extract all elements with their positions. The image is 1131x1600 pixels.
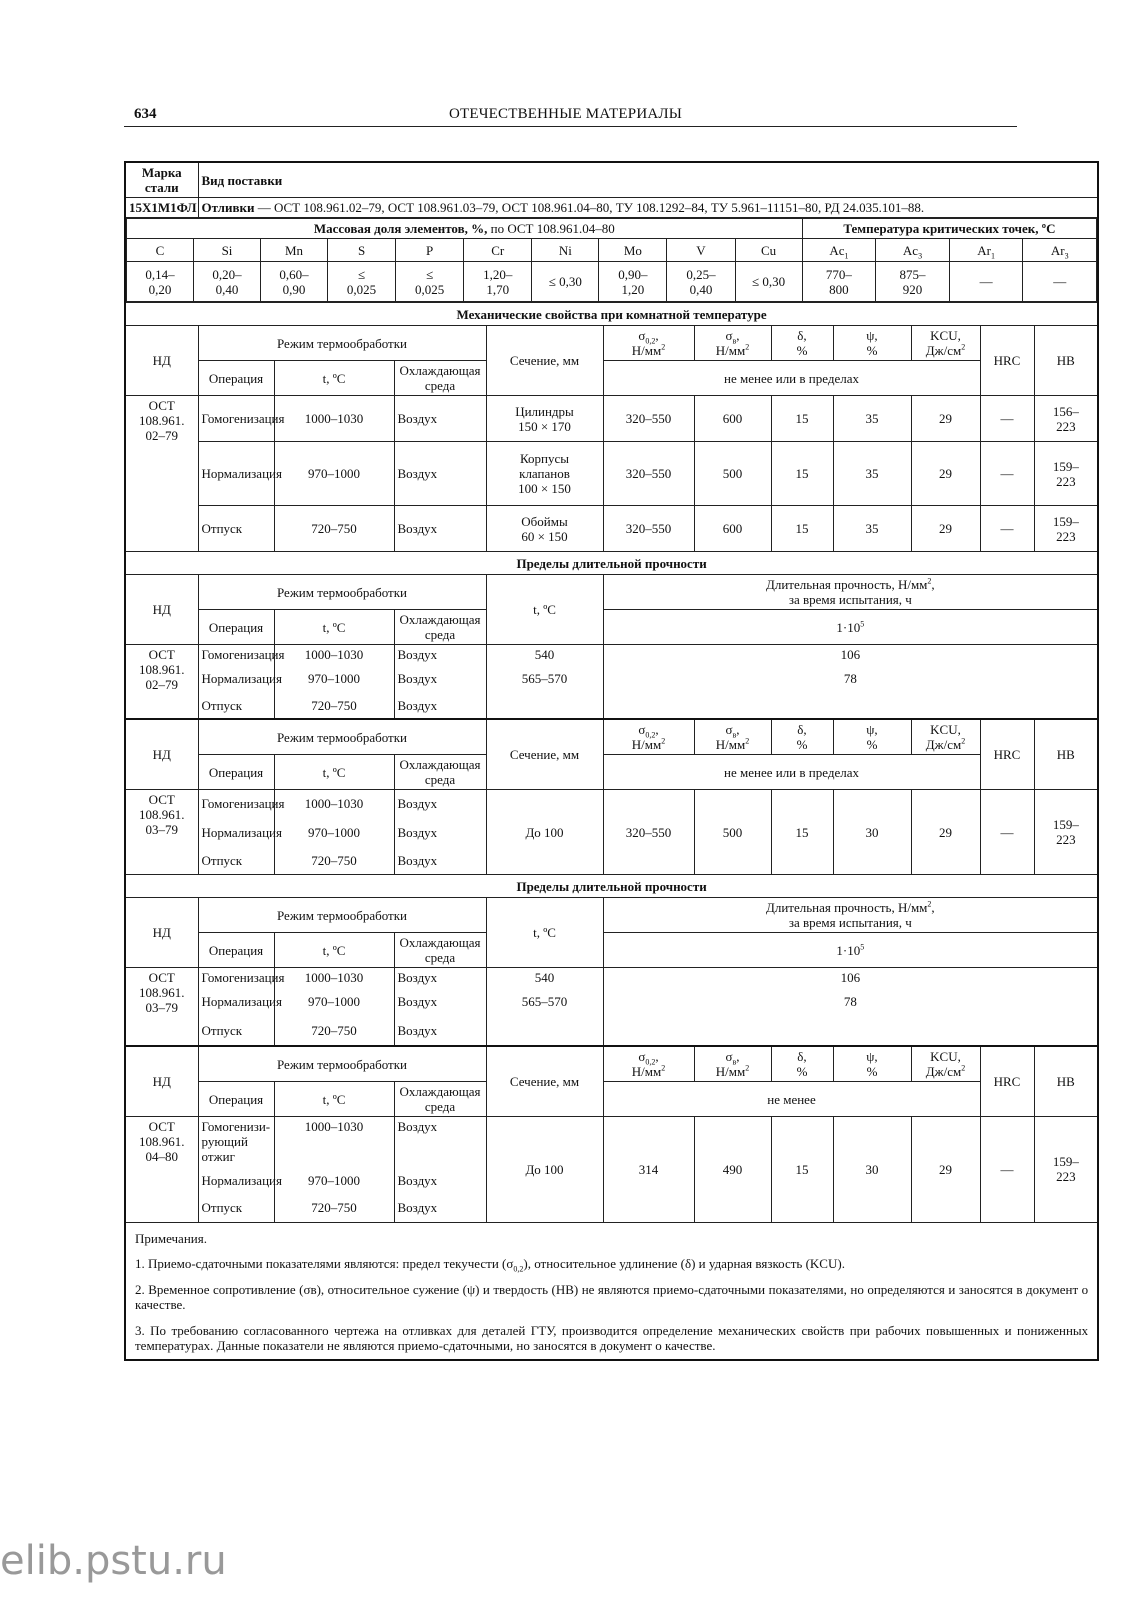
sb-cell: 500 [694, 790, 771, 875]
op-header: Операция [198, 1082, 274, 1117]
s02-header: $\sigma_{0,2}$, $Н/мм^2$ [603, 326, 694, 361]
lt-title: Длительная прочность, $Н/мм^2$, за время испытания, ч [603, 575, 1098, 610]
value-mn: 0,60– 0,90 [261, 262, 328, 302]
hrc-header: HRC [980, 326, 1034, 396]
hb-cell: 159– 223 [1034, 506, 1098, 552]
cool-cell: Воздух [394, 396, 486, 442]
lt-value-cell [603, 1016, 1098, 1046]
running-title: ОТЕЧЕСТВЕННЫЕ МАТЕРИАЛЫ [448, 106, 683, 122]
op-header: Операция [198, 361, 274, 396]
delta-cell: 15 [771, 1117, 833, 1223]
value-cr: 1,20– 1,70 [464, 262, 532, 302]
t-cell: 970–1000 [274, 1166, 394, 1194]
value-cu: ≤ 0,30 [735, 262, 802, 302]
cool-cell: Воздух [394, 818, 486, 847]
lt-value-cell: 78 [603, 664, 1098, 693]
section-cell: Обоймы 60 × 150 [486, 506, 603, 552]
sb-cell: 600 [694, 396, 771, 442]
cool-cell: Воздух [394, 1117, 486, 1167]
t-cell: 1000–1030 [274, 645, 394, 665]
t-cell: 720–750 [274, 693, 394, 719]
hb-header: НВ [1034, 326, 1098, 396]
value-v: 0,25– 0,40 [667, 262, 735, 302]
hrc-cell: — [980, 1117, 1034, 1223]
element-ni: Ni [532, 239, 599, 262]
lt-time: $1\cdot 10^5$ [603, 933, 1098, 968]
lt-temp-cell: 565–570 [486, 987, 603, 1016]
min-range-label: не менее или в пределах [603, 755, 980, 790]
t-header: t, ºС [274, 610, 394, 645]
t-cell: 1000–1030 [274, 968, 394, 988]
op-cell: Отпуск [198, 693, 274, 719]
element-p: P [396, 239, 464, 262]
sb-header: $\sigma_в$, $Н/мм^2$ [694, 719, 771, 755]
nd-header: НД [125, 719, 198, 790]
psi-cell: 35 [833, 396, 911, 442]
kcu-cell: 29 [911, 396, 980, 442]
hrc-cell: — [980, 442, 1034, 506]
cool-cell: Воздух [394, 645, 486, 665]
sb-header: $\sigma_в$, $Н/мм^2$ [694, 1046, 771, 1082]
t-cell: 1000–1030 [274, 790, 394, 818]
value-ac1: 770– 800 [802, 262, 876, 302]
section-cell: До 100 [486, 790, 603, 875]
cool-header: Охлаждающая среда [394, 361, 486, 396]
lt-temp-cell [486, 1016, 603, 1046]
op-cell: Нормализация [198, 818, 274, 847]
element-cr: Cr [464, 239, 532, 262]
delta-cell: 15 [771, 506, 833, 552]
nd-value: ОСТ 108.961. 04–80 [125, 1117, 198, 1223]
nd-value: ОСТ 108.961. 02–79 [125, 645, 198, 720]
value-ni: ≤ 0,30 [532, 262, 599, 302]
t-header: t, ºС [274, 361, 394, 396]
s02-header: $\sigma_{0,2}$, $Н/мм^2$ [603, 719, 694, 755]
sb-cell: 500 [694, 442, 771, 506]
crit-title: Температура критических точек, ºС [802, 219, 1097, 239]
hb-header: НВ [1034, 719, 1098, 790]
t-cell: 970–1000 [274, 818, 394, 847]
element-mn: Mn [261, 239, 328, 262]
t-cell: 720–750 [274, 1194, 394, 1222]
value-c: 0,14– 0,20 [127, 262, 194, 302]
t-cell: 1000–1030 [274, 396, 394, 442]
kcu-cell: 29 [911, 506, 980, 552]
nd-header: НД [125, 575, 198, 645]
t-cell: 720–750 [274, 1016, 394, 1046]
kcu-header: KCU, $Дж/см^2$ [911, 326, 980, 361]
section-cell: Цилиндры 150 × 170 [486, 396, 603, 442]
t-header: t, ºС [274, 1082, 394, 1117]
crit-ar1: $Ar_1$ [949, 239, 1023, 262]
cool-cell: Воздух [394, 1166, 486, 1194]
sb-cell: 600 [694, 506, 771, 552]
op-cell: Отпуск [198, 506, 274, 552]
cool-cell: Воздух [394, 847, 486, 875]
nd-value: ОСТ 108.961. 03–79 [125, 968, 198, 1047]
mode-header: Режим термообработки [198, 326, 486, 361]
element-si: Si [194, 239, 261, 262]
nd-header: НД [125, 326, 198, 396]
cool-cell: Воздух [394, 664, 486, 693]
kcu-header: KCU, $Дж/см^2$ [911, 1046, 980, 1082]
lt-value-cell: 106 [603, 968, 1098, 988]
op-header: Операция [198, 755, 274, 790]
cool-cell: Воздух [394, 1194, 486, 1222]
op-cell: Гомогенизация [198, 396, 274, 442]
cool-cell: Воздух [394, 987, 486, 1016]
cool-header: Охлаждающая среда [394, 610, 486, 645]
s02-cell: 320–550 [603, 396, 694, 442]
cool-header: Охлаждающая среда [394, 933, 486, 968]
psi-header: ψ, % [833, 719, 911, 755]
hb-cell: 156– 223 [1034, 396, 1098, 442]
lt-temp-cell: 565–570 [486, 664, 603, 693]
lt-section-title: Пределы длительной прочности [125, 875, 1098, 898]
notes-title: Примечания. [125, 1222, 1098, 1248]
hrc-header: HRC [980, 1046, 1034, 1117]
delta-header: δ, % [771, 326, 833, 361]
nd-header: НД [125, 1046, 198, 1117]
nd-header: НД [125, 898, 198, 968]
op-cell: Отпуск [198, 1016, 274, 1046]
datasheet-table [124, 161, 1099, 1361]
op-cell: Гомогенизация [198, 968, 274, 988]
cool-cell: Воздух [394, 442, 486, 506]
psi-header: ψ, % [833, 326, 911, 361]
lt-time: $1\cdot 10^5$ [603, 610, 1098, 645]
delta-header: δ, % [771, 719, 833, 755]
grade-value: 15Х1М1ФЛ [125, 198, 198, 218]
cool-cell: Воздух [394, 1016, 486, 1046]
hrc-header: HRC [980, 719, 1034, 790]
op-cell: Гомогенизи- рующий отжиг [198, 1117, 274, 1167]
crit-ar3: $Ar_3$ [1023, 239, 1097, 262]
hb-header: НВ [1034, 1046, 1098, 1117]
op-cell: Нормализация [198, 664, 274, 693]
t-header: t, ºС [274, 755, 394, 790]
hrc-cell: — [980, 396, 1034, 442]
t-cell: 970–1000 [274, 664, 394, 693]
psi-cell: 35 [833, 442, 911, 506]
value-mo: 0,90– 1,20 [599, 262, 667, 302]
lt-value-cell: 106 [603, 645, 1098, 665]
lt-section-title: Пределы длительной прочности [125, 552, 1098, 575]
psi-cell: 30 [833, 790, 911, 875]
kcu-header: KCU, $Дж/см^2$ [911, 719, 980, 755]
value-p: ≤ 0,025 [396, 262, 464, 302]
s02-cell: 320–550 [603, 790, 694, 875]
psi-cell: 30 [833, 1117, 911, 1223]
s02-cell: 314 [603, 1117, 694, 1223]
op-cell: Нормализация [198, 442, 274, 506]
delta-cell: 15 [771, 442, 833, 506]
delta-cell: 15 [771, 790, 833, 875]
psi-header: ψ, % [833, 1046, 911, 1082]
cool-header: Охлаждающая среда [394, 1082, 486, 1117]
op-cell: Нормализация [198, 987, 274, 1016]
hrc-cell: — [980, 790, 1034, 875]
chem-title: Массовая доля элементов, %, по ОСТ 108.961.04–80 [127, 219, 803, 239]
mode-header: Режим термообработки [198, 719, 486, 755]
lt-value-cell: 78 [603, 987, 1098, 1016]
value-ar3: — [1023, 262, 1097, 302]
hb-cell: 159– 223 [1034, 442, 1098, 506]
cool-cell: Воздух [394, 693, 486, 719]
t-cell: 1000–1030 [274, 1117, 394, 1167]
op-cell: Гомогенизация [198, 645, 274, 665]
op-cell: Нормализация [198, 1166, 274, 1194]
section-cell: Корпусы клапанов 100 × 150 [486, 442, 603, 506]
t-cell: 970–1000 [274, 442, 394, 506]
cool-header: Охлаждающая среда [394, 755, 486, 790]
cool-cell: Воздух [394, 506, 486, 552]
cool-cell: Воздух [394, 790, 486, 818]
section-header: Сечение, мм [486, 1046, 603, 1117]
op-cell: Отпуск [198, 1194, 274, 1222]
hrc-cell: — [980, 506, 1034, 552]
cool-cell: Воздух [394, 968, 486, 988]
element-mo: Mo [599, 239, 667, 262]
sb-header: $\sigma_в$, $Н/мм^2$ [694, 326, 771, 361]
t-header: t, ºС [274, 933, 394, 968]
section-header: Сечение, мм [486, 719, 603, 790]
nd-value: ОСТ 108.961. 03–79 [125, 790, 198, 875]
hb-cell: 159– 223 [1034, 790, 1098, 875]
value-ac3: 875– 920 [876, 262, 950, 302]
min-range-label: не менее или в пределах [603, 361, 980, 396]
nd-value: ОСТ 108.961. 02–79 [125, 396, 198, 552]
sb-cell: 490 [694, 1117, 771, 1223]
delta-cell: 15 [771, 396, 833, 442]
mode-header: Режим термообработки [198, 898, 486, 933]
chem-table [126, 218, 1097, 302]
lt-temp-header: t, ºС [486, 575, 603, 645]
t-cell: 720–750 [274, 506, 394, 552]
element-c: C [127, 239, 194, 262]
note-2: 2. Временное сопротивление (σв), относительное сужение (ψ) и твердость (НВ) не являются приемо-сдаточными показателями, но определяются и заносятся в документ о качестве. [125, 1274, 1098, 1315]
mech-section-title: Механические свойства при комнатной температуре [125, 303, 1098, 326]
lt-value-cell [603, 693, 1098, 719]
element-s: S [328, 239, 396, 262]
kcu-cell: 29 [911, 442, 980, 506]
op-cell: Отпуск [198, 847, 274, 875]
lt-temp-cell: 540 [486, 645, 603, 665]
crit-ac3: $Ac_3$ [876, 239, 950, 262]
note-3: 3. По требованию согласованного чертежа на отливках для деталей ГТУ, производится определение механических свойств при рабочих повышенных и пониженных температурах. Данные показатели не являются приемо-сдаточными, но заносятся в документ о качестве. [125, 1315, 1098, 1360]
lt-temp-cell [486, 693, 603, 719]
section-cell: До 100 [486, 1117, 603, 1223]
page-number: 634 [134, 106, 157, 122]
s02-cell: 320–550 [603, 506, 694, 552]
value-si: 0,20– 0,40 [194, 262, 261, 302]
crit-ac1: $Ac_1$ [802, 239, 876, 262]
section-header: Сечение, мм [486, 326, 603, 396]
op-cell: Гомогенизация [198, 790, 274, 818]
watermark: elib.pstu.ru [0, 1538, 227, 1584]
note-1: 1. Приемо-сдаточными показателями являются: предел текучести $(\sigma_{0,2})$, относительное удлинение (δ) и ударная вязкость (KCU). [125, 1248, 1098, 1274]
mode-header: Режим термообработки [198, 1046, 486, 1082]
supply-label: Вид поставки [198, 162, 1098, 198]
supply-value: Отливки — ОСТ 108.961.02–79, ОСТ 108.961.03–79, ОСТ 108.961.04–80, ТУ 108.1292–84, ТУ 5.961–11151–80, РД 24.035.101–88. [198, 198, 1098, 218]
lt-temp-cell: 540 [486, 968, 603, 988]
mode-header: Режим термообработки [198, 575, 486, 610]
delta-header: δ, % [771, 1046, 833, 1082]
element-cu: Cu [735, 239, 802, 262]
s02-cell: 320–550 [603, 442, 694, 506]
value-ar1: — [949, 262, 1023, 302]
element-v: V [667, 239, 735, 262]
hb-cell: 159– 223 [1034, 1117, 1098, 1223]
op-header: Операция [198, 933, 274, 968]
kcu-cell: 29 [911, 1117, 980, 1223]
t-cell: 970–1000 [274, 987, 394, 1016]
lt-title: Длительная прочность, $Н/мм^2$, за время испытания, ч [603, 898, 1098, 933]
kcu-cell: 29 [911, 790, 980, 875]
value-s: ≤ 0,025 [328, 262, 396, 302]
grade-label: Марка стали [125, 162, 198, 198]
t-cell: 720–750 [274, 847, 394, 875]
psi-cell: 35 [833, 506, 911, 552]
s02-header: $\sigma_{0,2}$, $Н/мм^2$ [603, 1046, 694, 1082]
op-header: Операция [198, 610, 274, 645]
lt-temp-header: t, ºС [486, 898, 603, 968]
min-label: не менее [603, 1082, 980, 1117]
header-rule [124, 126, 1017, 127]
steel-datasheet [124, 161, 1089, 1361]
